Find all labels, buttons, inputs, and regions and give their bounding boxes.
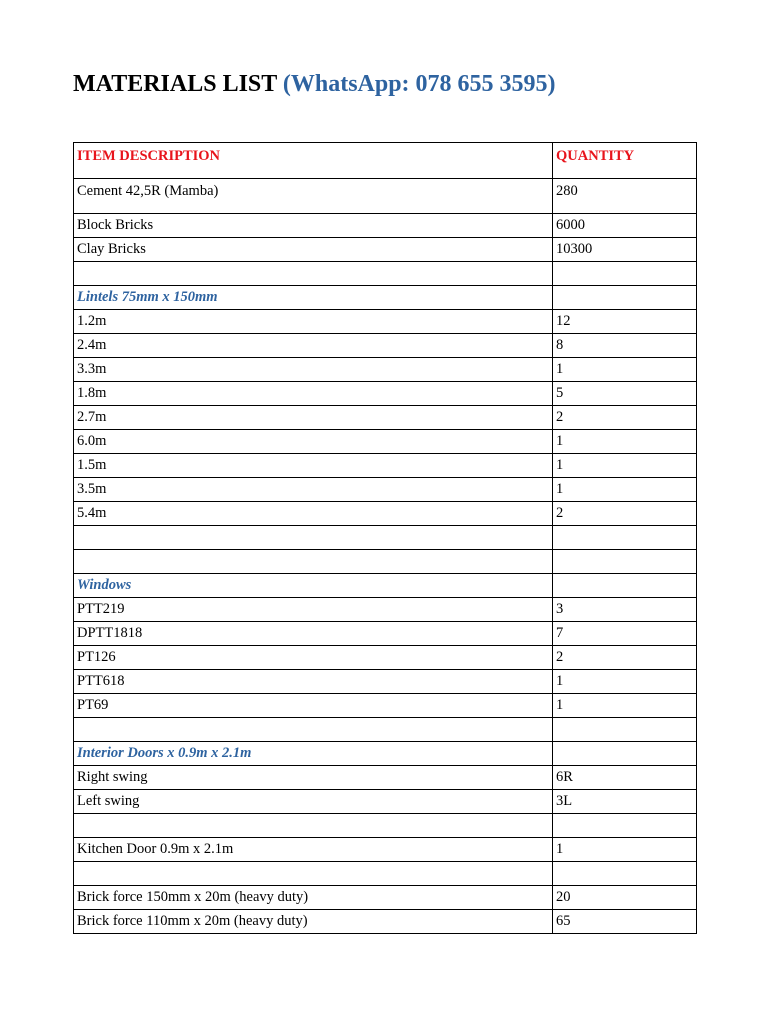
blank-row [74,526,697,550]
materials-table-body [74,143,697,934]
table-row [74,838,697,862]
item-quantity: 1 [553,454,697,478]
table-row [74,670,697,694]
table-row [74,214,697,238]
item-description [74,550,553,574]
item-description [74,718,553,742]
item-description: PT69 [74,694,553,718]
table-row [74,502,697,526]
section-header-row [74,742,697,766]
blank-row [74,262,697,286]
blank-row [74,718,697,742]
item-quantity: 1 [553,694,697,718]
table-row [74,382,697,406]
table-row [74,454,697,478]
item-description [74,526,553,550]
item-description: Block Bricks [74,214,553,238]
header-quantity: QUANTITY [553,143,697,179]
item-description: 3.5m [74,478,553,502]
item-description: Cement 42,5R (Mamba) [74,179,553,214]
item-description: PTT219 [74,598,553,622]
item-description: 1.8m [74,382,553,406]
item-description: 1.2m [74,310,553,334]
item-quantity: 65 [553,910,697,934]
item-quantity: 10300 [553,238,697,262]
item-quantity: 5 [553,382,697,406]
item-quantity: 2 [553,406,697,430]
table-row [74,622,697,646]
item-description: Clay Bricks [74,238,553,262]
item-quantity: 3 [553,598,697,622]
item-quantity: 1 [553,358,697,382]
item-quantity: 1 [553,478,697,502]
item-description: 3.3m [74,358,553,382]
table-row [74,910,697,934]
table-row [74,886,697,910]
table-row [74,179,697,214]
item-quantity: 2 [553,502,697,526]
item-description: PTT618 [74,670,553,694]
item-quantity: 12 [553,310,697,334]
item-quantity: 1 [553,430,697,454]
table-row [74,766,697,790]
table-header-row [74,143,697,179]
item-quantity: 2 [553,646,697,670]
item-quantity [553,574,697,598]
item-quantity [553,526,697,550]
item-description [74,862,553,886]
blank-row [74,862,697,886]
item-description: 6.0m [74,430,553,454]
item-description: DPTT1818 [74,622,553,646]
item-quantity [553,286,697,310]
item-description: 2.7m [74,406,553,430]
title-text: MATERIALS LIST [73,71,277,97]
section-header-row [74,574,697,598]
item-quantity [553,262,697,286]
table-row [74,790,697,814]
item-quantity [553,814,697,838]
item-description: 2.4m [74,334,553,358]
table-row [74,430,697,454]
item-description: Brick force 150mm x 20m (heavy duty) [74,886,553,910]
section-title: Lintels 75mm x 150mm [74,286,553,310]
table-row [74,334,697,358]
item-description: 1.5m [74,454,553,478]
item-quantity: 1 [553,838,697,862]
item-quantity: 6R [553,766,697,790]
whatsapp-contact: (WhatsApp: 078 655 3595) [282,71,556,97]
table-row [74,598,697,622]
item-description: Brick force 110mm x 20m (heavy duty) [74,910,553,934]
item-quantity: 20 [553,886,697,910]
table-row [74,478,697,502]
page-title [73,66,556,102]
item-description: 5.4m [74,502,553,526]
blank-row [74,814,697,838]
item-quantity [553,742,697,766]
item-quantity: 6000 [553,214,697,238]
table-row [74,358,697,382]
item-description [74,262,553,286]
table-row [74,310,697,334]
header-item-description: ITEM DESCRIPTION [74,143,553,179]
item-description: Kitchen Door 0.9m x 2.1m [74,838,553,862]
table-row [74,694,697,718]
item-description: Right swing [74,766,553,790]
item-quantity: 280 [553,179,697,214]
item-quantity: 7 [553,622,697,646]
item-quantity [553,718,697,742]
item-description [74,814,553,838]
item-description: Left swing [74,790,553,814]
item-quantity [553,550,697,574]
table-row [74,406,697,430]
materials-table [73,142,697,934]
item-quantity: 8 [553,334,697,358]
blank-row [74,550,697,574]
item-description: PT126 [74,646,553,670]
section-header-row [74,286,697,310]
section-title: Interior Doors x 0.9m x 2.1m [74,742,553,766]
item-quantity: 3L [553,790,697,814]
section-title: Windows [74,574,553,598]
table-row [74,238,697,262]
item-quantity [553,862,697,886]
item-quantity: 1 [553,670,697,694]
table-row [74,646,697,670]
